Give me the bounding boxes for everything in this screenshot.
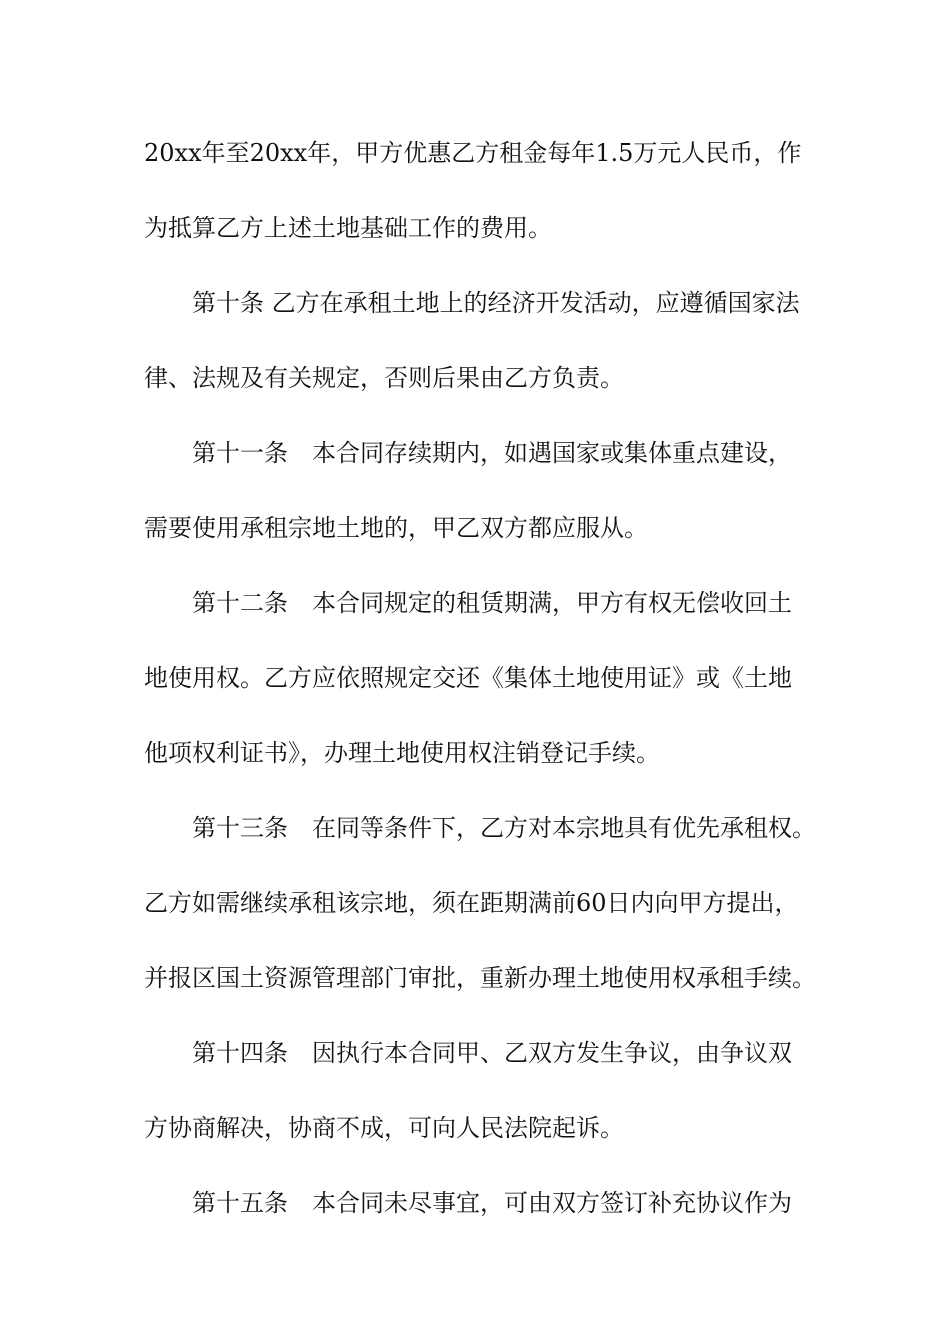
text-line: 并报区国土资源管理部门审批，重新办理土地使用权承租手续。 xyxy=(144,964,816,992)
article-15-heading-line: 第十五条 本合同未尽事宜，可由双方签订补充协议作为 xyxy=(192,1189,792,1217)
text-line: 需要使用承租宗地土地的，甲乙双方都应服从。 xyxy=(144,514,648,542)
text-line: 他项权利证书》，办理土地使用权注销登记手续。 xyxy=(144,739,660,767)
article-11-heading-line: 第十一条 本合同存续期内，如遇国家或集体重点建设， xyxy=(192,439,792,467)
text-line: 20xx年至20xx年，甲方优惠乙方租金每年1.5万元人民币，作 xyxy=(144,139,802,167)
text-line: 律、法规及有关规定，否则后果由乙方负责。 xyxy=(144,364,624,392)
article-10-heading-line: 第十条 乙方在承租土地上的经济开发活动，应遵循国家法 xyxy=(192,289,800,317)
text-line: 为抵算乙方上述土地基础工作的费用。 xyxy=(144,214,552,242)
text-line: 方协商解决，协商不成，可向人民法院起诉。 xyxy=(144,1114,624,1142)
text-line: 地使用权。乙方应依照规定交还《集体土地使用证》或《土地 xyxy=(144,664,792,692)
text-line: 乙方如需继续承租该宗地，须在距期满前60日内向甲方提出， xyxy=(144,889,799,917)
article-12-heading-line: 第十二条 本合同规定的租赁期满，甲方有权无偿收回土 xyxy=(192,589,792,617)
article-14-heading-line: 第十四条 因执行本合同甲、乙双方发生争议，由争议双 xyxy=(192,1039,792,1067)
article-13-heading-line: 第十三条 在同等条件下，乙方对本宗地具有优先承租权。 xyxy=(192,814,816,842)
